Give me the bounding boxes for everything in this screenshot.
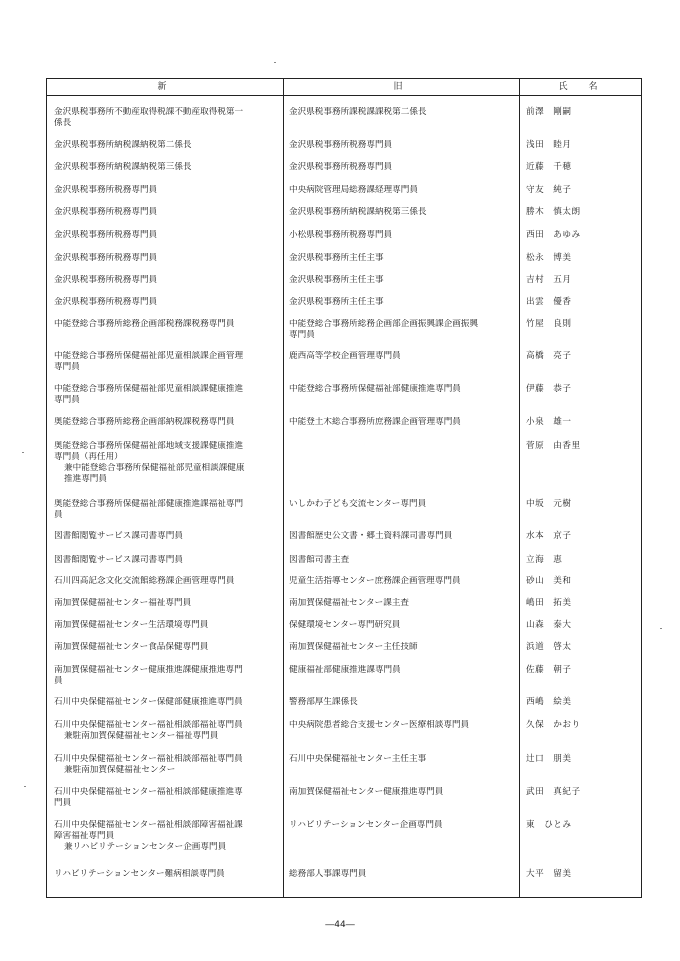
old-position-line: 金沢県税事務所税務専門員 xyxy=(289,140,393,150)
old-position-line: 児童生活指導センター庶務課企画管理専門員 xyxy=(289,576,461,586)
new-position-line: 金沢県税事務所税務専門員 xyxy=(54,275,158,285)
new-position-line: 兼リハビリテーションセンター企画専門員 xyxy=(64,842,227,852)
new-position xyxy=(54,230,280,241)
page-number: ―44― xyxy=(325,920,355,930)
old-position-line: 図書館司書主査 xyxy=(289,555,350,565)
header-new: 新 xyxy=(157,82,173,92)
new-position-line: 南加賀保健福祉センター福祉専門員 xyxy=(54,598,192,608)
new-position-line: 図書館閲覧サービス課司書専門員 xyxy=(54,531,183,541)
person-name: 勝木 慎太朗 xyxy=(526,207,581,217)
new-position xyxy=(54,107,280,129)
new-position-line: 専門員（再任用） xyxy=(54,452,123,462)
person-name: 武田 真紀子 xyxy=(526,787,581,797)
old-position xyxy=(289,351,515,362)
new-position-line: 専門員 xyxy=(54,362,80,372)
person-name: 小泉 雄一 xyxy=(526,417,572,427)
scan-speck xyxy=(660,628,662,629)
old-position xyxy=(289,869,515,880)
new-position-line: 兼駐南加賀保健福祉センター福祉専門員 xyxy=(64,731,219,741)
new-position-line: 門員 xyxy=(54,798,72,808)
person-name: 久保 かおり xyxy=(526,720,581,730)
old-position-line: 中央病院患者総合支援センター医療相談専門員 xyxy=(289,720,470,730)
new-position-line: 兼駐南加賀保健福祉センター xyxy=(64,765,176,775)
old-position xyxy=(289,720,515,731)
new-position-line: 金沢県税事務所税務専門員 xyxy=(54,207,158,217)
new-position-line: 石川中央保健福祉センター福祉相談部健康推進専 xyxy=(54,787,243,797)
new-position-line: 員 xyxy=(54,676,63,686)
old-position-line: 金沢県税事務所主任主事 xyxy=(289,253,384,263)
old-position xyxy=(289,555,515,566)
old-position-line: 金沢県税事務所納税課納税第三係長 xyxy=(289,207,427,217)
new-position-line: 中能登総合事務所総務企画部税務課税務専門員 xyxy=(54,319,235,329)
person-name: 竹屋 良則 xyxy=(526,319,572,329)
old-position-line: 南加賀保健福祉センター課主査 xyxy=(289,598,409,608)
new-position-line: 金沢県税事務所納税課納税第三係長 xyxy=(54,162,192,172)
person-name: 嶋田 拓美 xyxy=(526,598,572,608)
new-position-line: 石川四高記念文化交流館総務課企画管理専門員 xyxy=(54,576,235,586)
new-position-line: リハビリテーションセンター難病相談専門員 xyxy=(54,869,225,879)
column-divider-2 xyxy=(519,79,520,897)
old-position-line: リハビリテーションセンター企画専門員 xyxy=(289,820,443,830)
new-position-line: 専門員 xyxy=(54,395,80,405)
scan-speck xyxy=(24,786,26,787)
person-name: 前澤 剛嗣 xyxy=(526,107,572,117)
scan-speck xyxy=(274,62,276,63)
old-position-line: 中央病院管理局総務課経理専門員 xyxy=(289,185,418,195)
column-divider-1 xyxy=(283,79,284,897)
old-position-line: 金沢県税事務所課税課課税第二係長 xyxy=(289,107,427,117)
new-position-line: 金沢県税事務所税務専門員 xyxy=(54,185,158,195)
person-name: 守友 純子 xyxy=(526,185,572,195)
old-position xyxy=(289,297,515,308)
old-position xyxy=(289,107,515,118)
old-position-line: 中能登総合事務所総務企画部企画振興課企画振興 xyxy=(289,319,479,329)
header-name: 氏 名 xyxy=(558,82,604,92)
new-position xyxy=(54,441,280,485)
old-position-line: 中能登総合事務所保健福祉部健康推進専門員 xyxy=(289,384,461,394)
new-position-line: 係長 xyxy=(54,118,72,128)
header-old: 旧 xyxy=(393,82,409,92)
new-position-line: 員 xyxy=(54,510,63,520)
new-position-line: 障害福祉専門員 xyxy=(54,831,115,841)
old-position-line: 金沢県税事務所主任主事 xyxy=(289,297,384,307)
personnel-table xyxy=(46,78,642,898)
new-position xyxy=(54,185,280,196)
old-position xyxy=(289,576,515,587)
old-position xyxy=(289,787,515,798)
new-position xyxy=(54,576,280,587)
new-position xyxy=(54,665,280,687)
new-position xyxy=(54,275,280,286)
new-position-line: 推進専門員 xyxy=(64,474,107,484)
person-name: 水本 京子 xyxy=(526,531,572,541)
old-position xyxy=(289,319,515,341)
new-position-line: 中能登総合事務所保健福祉部児童相談課企画管理 xyxy=(54,351,244,361)
new-position xyxy=(54,384,280,406)
new-position-line: 石川中央保健福祉センター福祉相談部福祉専門員 xyxy=(54,754,243,764)
old-position-line: 健康福祉部健康推進課専門員 xyxy=(289,665,401,675)
new-position-line: 奥能登総合事務所保健福祉部地域支援課健康推進 xyxy=(54,441,244,451)
new-position xyxy=(54,253,280,264)
old-position xyxy=(289,531,515,542)
old-position-line: 図書館歴史公文書・郷土資料課司書専門員 xyxy=(289,531,453,541)
person-name: 松永 博美 xyxy=(526,253,572,263)
old-position-line: 警務部厚生課係長 xyxy=(289,697,358,707)
new-position xyxy=(54,162,280,173)
old-position xyxy=(289,642,515,653)
new-position xyxy=(54,720,280,742)
new-position-line: 図書館閲覧サービス課司書専門員 xyxy=(54,555,183,565)
old-position xyxy=(289,665,515,676)
person-name: 砂山 美和 xyxy=(526,576,572,586)
person-name: 中坂 元樹 xyxy=(526,499,572,509)
old-position xyxy=(289,230,515,241)
new-position-line: 金沢県税事務所税務専門員 xyxy=(54,253,158,263)
old-position xyxy=(289,598,515,609)
old-position xyxy=(289,697,515,708)
new-position xyxy=(54,598,280,609)
old-position-line: 南加賀保健福祉センター主任技師 xyxy=(289,642,418,652)
new-position xyxy=(54,499,280,521)
new-position-line: 石川中央保健福祉センター福祉相談部障害福祉課 xyxy=(54,820,243,830)
person-name: 浜道 啓太 xyxy=(526,642,572,652)
person-name: 浅田 睦月 xyxy=(526,140,572,150)
old-position xyxy=(289,140,515,151)
old-position xyxy=(289,275,515,286)
scan-speck xyxy=(22,452,24,453)
old-position-line: 専門員 xyxy=(289,330,315,340)
new-position-line: 石川中央保健福祉センター福祉相談部福祉専門員 xyxy=(54,720,243,730)
new-position xyxy=(54,351,280,373)
old-position xyxy=(289,417,515,428)
old-position-line: 金沢県税事務所税務専門員 xyxy=(289,162,393,172)
new-position xyxy=(54,869,280,880)
old-position xyxy=(289,253,515,264)
new-position-line: 南加賀保健福祉センター食品保健専門員 xyxy=(54,642,209,652)
person-name: 吉村 五月 xyxy=(526,275,572,285)
new-position xyxy=(54,697,280,708)
old-position xyxy=(289,185,515,196)
new-position xyxy=(54,620,280,631)
old-position xyxy=(289,820,515,831)
old-position-line: 総務部人事課専門員 xyxy=(289,869,367,879)
old-position-line: 鹿西高等学校企画管理専門員 xyxy=(289,351,401,361)
person-name: 東 ひとみ xyxy=(526,820,572,830)
old-position xyxy=(289,207,515,218)
new-position-line: 金沢県税事務所税務専門員 xyxy=(54,297,158,307)
person-name: 伊藤 恭子 xyxy=(526,384,572,394)
old-position xyxy=(289,754,515,765)
person-name: 佐藤 朝子 xyxy=(526,665,572,675)
new-position-line: 奥能登総合事務所総務企画部納税課税務専門員 xyxy=(54,417,235,427)
new-position-line: 南加賀保健福祉センター健康推進課健康推進専門 xyxy=(54,665,243,675)
old-position xyxy=(289,384,515,395)
new-position xyxy=(54,531,280,542)
old-position xyxy=(289,620,515,631)
new-position xyxy=(54,297,280,308)
old-position-line: 石川中央保健福祉センター主任主事 xyxy=(289,754,427,764)
new-position-line: 金沢県税事務所不動産取得税課不動産取得税第一 xyxy=(54,107,244,117)
old-position xyxy=(289,162,515,173)
new-position xyxy=(54,319,280,330)
person-name: 西田 あゆみ xyxy=(526,230,581,240)
person-name: 大平 留美 xyxy=(526,869,572,879)
old-position-line: 中能登土木総合事務所庶務課企画管理専門員 xyxy=(289,417,461,427)
person-name: 立海 恵 xyxy=(526,555,563,565)
new-position xyxy=(54,555,280,566)
person-name: 菅原 由香里 xyxy=(526,441,581,451)
new-position-line: 南加賀保健福祉センター生活環境専門員 xyxy=(54,620,209,630)
new-position xyxy=(54,140,280,151)
old-position xyxy=(289,499,515,510)
new-position xyxy=(54,642,280,653)
new-position xyxy=(54,207,280,218)
person-name: 西嶋 絵美 xyxy=(526,697,572,707)
new-position xyxy=(54,417,280,428)
new-position-line: 奥能登総合事務所保健福祉部健康推進課福祉専門 xyxy=(54,499,244,509)
new-position xyxy=(54,820,280,853)
person-name: 近藤 千穂 xyxy=(526,162,572,172)
new-position-line: 金沢県税事務所納税課納税第二係長 xyxy=(54,140,192,150)
old-position-line: 保健環境センター専門研究員 xyxy=(289,620,401,630)
person-name: 出雲 優香 xyxy=(526,297,572,307)
old-position-line: 南加賀保健福祉センター健康推進専門員 xyxy=(289,787,444,797)
new-position-line: 兼中能登総合事務所保健福祉部児童相談課健康 xyxy=(64,463,245,473)
new-position-line: 金沢県税事務所税務専門員 xyxy=(54,230,158,240)
new-position xyxy=(54,787,280,809)
table-header xyxy=(47,79,641,96)
person-name: 辻口 朋美 xyxy=(526,754,572,764)
person-name: 高橋 亮子 xyxy=(526,351,572,361)
old-position-line: 小松県税事務所税務専門員 xyxy=(289,230,393,240)
person-name: 山森 泰大 xyxy=(526,620,572,630)
old-position-line: いしかわ子ども交流センター専門員 xyxy=(289,499,427,509)
new-position-line: 中能登総合事務所保健福祉部児童相談課健康推進 xyxy=(54,384,244,394)
new-position xyxy=(54,754,280,776)
new-position-line: 石川中央保健福祉センター保健部健康推進専門員 xyxy=(54,697,243,707)
old-position-line: 金沢県税事務所主任主事 xyxy=(289,275,384,285)
